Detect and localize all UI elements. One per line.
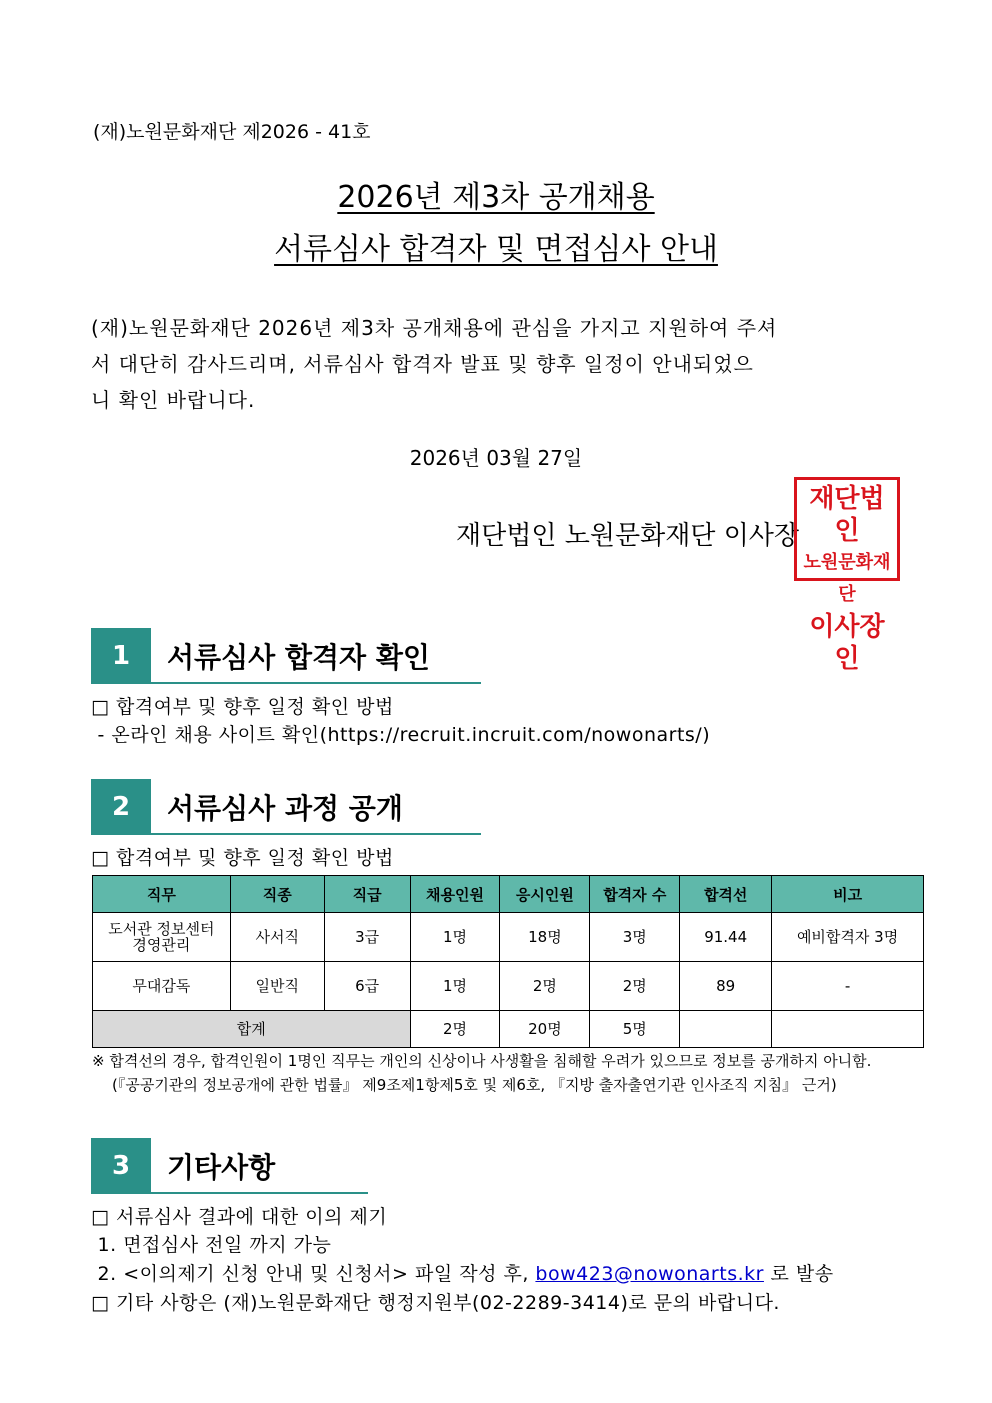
screening-results-table — [92, 875, 924, 1048]
column-header: 직무 — [93, 876, 231, 913]
signer: 재단법인 노원문화재단 이사장 — [456, 521, 800, 551]
section-2-item: □ 합격여부 및 향후 일정 확인 방법 — [91, 847, 394, 869]
table-cell: 6급 — [324, 962, 410, 1011]
table-cell-empty — [772, 1011, 924, 1048]
table-cell: 18명 — [500, 913, 590, 962]
total-pass: 5명 — [590, 1011, 680, 1048]
section-1-item: □ 합격여부 및 향후 일정 확인 방법 — [91, 696, 394, 718]
column-header: 채용인원 — [410, 876, 500, 913]
section-title: 기타사항 — [167, 1151, 276, 1184]
section-title: 서류심사 합격자 확인 — [167, 641, 430, 674]
table-cell-empty — [680, 1011, 772, 1048]
table-cell: 예비합격자 3명 — [772, 913, 924, 962]
intro-paragraph — [91, 310, 903, 418]
table-cell: 1명 — [410, 913, 500, 962]
total-apply: 20명 — [500, 1011, 590, 1048]
section-number: 1 — [91, 628, 151, 684]
column-header: 비고 — [772, 876, 924, 913]
section-1-header — [91, 628, 481, 684]
table-cell: 2명 — [500, 962, 590, 1011]
table-header-row — [93, 876, 924, 913]
section-number: 3 — [91, 1138, 151, 1194]
section-3-item: 1. 면접심사 전일 까지 가능 — [91, 1234, 332, 1256]
footnote: ※ 합격선의 경우, 합격인원이 1명인 직무는 개인의 신상이나 사생활을 침해할 우려가 있으므로 정보를 공개하지 아니함. — [92, 1052, 872, 1070]
table-cell: 도서관 정보센터 경영관리 — [93, 913, 231, 962]
column-header: 응시인원 — [500, 876, 590, 913]
recruit-site-link[interactable]: - 온라인 채용 사이트 확인(https://recruit.incruit.com/nowonarts/) — [91, 724, 711, 746]
total-label: 합계 — [93, 1011, 411, 1048]
section-2-header — [91, 779, 481, 835]
table-cell: 1명 — [410, 962, 500, 1011]
table-cell: 2명 — [590, 962, 680, 1011]
section-3-item: □ 서류심사 결과에 대한 이의 제기 — [91, 1206, 388, 1228]
column-header: 직급 — [324, 876, 410, 913]
section-3-item: □ 기타 사항은 (재)노원문화재단 행정지원부(02-2289-3414)로 문의 바랍니다. — [91, 1292, 780, 1314]
title-line-1: 2026년 제3차 공개채용 — [337, 180, 655, 215]
intro-line: 서 대단히 감사드리며, 서류심사 합격자 발표 및 향후 일정이 안내되었으 — [91, 352, 754, 376]
section-underline — [151, 682, 481, 684]
table-cell: 3급 — [324, 913, 410, 962]
table-row — [93, 962, 924, 1011]
table-cell: 일반직 — [230, 962, 324, 1011]
table-cell: 사서직 — [230, 913, 324, 962]
table-cell: - — [772, 962, 924, 1011]
intro-line: (재)노원문화재단 2026년 제3차 공개채용에 관심을 가지고 지원하여 주셔 — [91, 316, 778, 340]
table-total-row — [93, 1011, 924, 1048]
table-cell: 무대감독 — [93, 962, 231, 1011]
column-header: 합격선 — [680, 876, 772, 913]
table-cell: 89 — [680, 962, 772, 1011]
footnote-basis: (『공공기관의 정보공개에 관한 법률』 제9조제1항제5호 및 제6호, 『지방 출자출연기관 인사조직 지침』 근거) — [112, 1076, 837, 1094]
total-hire: 2명 — [410, 1011, 500, 1048]
document-number: (재)노원문화재단 제2026 - 41호 — [93, 121, 371, 143]
section-number: 2 — [91, 779, 151, 835]
table-cell: 3명 — [590, 913, 680, 962]
table-cell: 91.44 — [680, 913, 772, 962]
section-underline — [151, 1192, 368, 1194]
issue-date: 2026년 03월 27일 — [409, 446, 583, 470]
column-header: 직종 — [230, 876, 324, 913]
column-header: 합격자 수 — [590, 876, 680, 913]
section-3-header — [91, 1138, 368, 1194]
section-3-item: 2. <이의제기 신청 안내 및 신청서> 파일 작성 후, bow423@nowonarts.kr 로 발송 — [91, 1263, 834, 1285]
official-seal: 재단법인 노원문화재단 이사장인 — [794, 477, 900, 581]
table-row — [93, 913, 924, 962]
email-link[interactable]: bow423@nowonarts.kr — [535, 1263, 764, 1285]
section-underline — [151, 833, 481, 835]
title-line-2: 서류심사 합격자 및 면접심사 안내 — [274, 232, 718, 267]
section-title: 서류심사 과정 공개 — [167, 792, 403, 825]
intro-line: 니 확인 바랍니다. — [91, 388, 256, 412]
